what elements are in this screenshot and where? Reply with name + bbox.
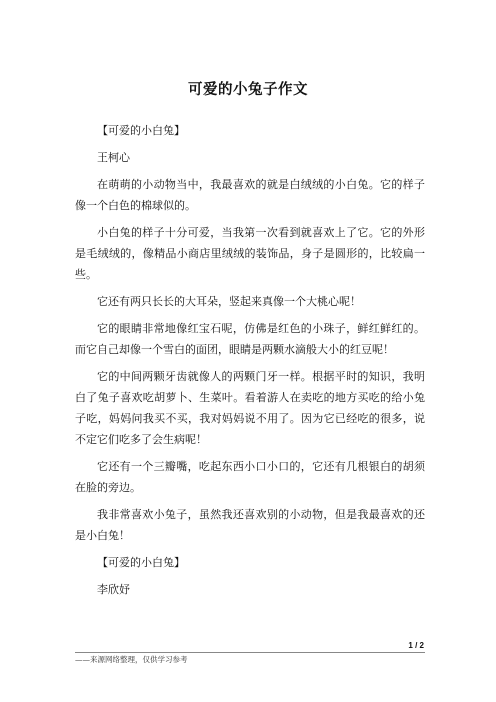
- body-paragraph: 它还有两只长长的大耳朵，竖起来真像一个大桃心呢！: [97, 295, 361, 308]
- document-body: [75, 120, 425, 606]
- footer-note: ——来源网络整理，仅供学习参考: [75, 655, 188, 664]
- section-heading: 【可爱的小白兔】: [97, 124, 185, 137]
- document-title: 可爱的小兔子作文: [188, 82, 308, 98]
- body-paragraph: 我非常喜欢小兔子，虽然我还喜欢别的小动物，但是我最喜欢的还是小白兔！: [75, 508, 425, 542]
- section-heading: 【可爱的小白兔】: [97, 556, 185, 569]
- body-paragraph: 在萌萌的小动物当中，我最喜欢的就是白绒绒的小白兔。它的样子像一个白色的棉球似的。: [75, 178, 425, 212]
- body-paragraph: 它的中间两颗牙齿就像人的两颗门牙一样。根据平时的知识，我明白了兔子喜欢吃胡萝卜、生菜叶。看着游人在卖吃的地方买吃的给小兔子吃，妈妈问我买不买，我对妈妈说不用了。因为它已经吃的很多，说不定它们吃多了会生病呢！: [75, 370, 425, 446]
- body-paragraph: 小白兔的样子十分可爱，当我第一次看到就喜欢上了它。它的外形是毛绒绒的，像精品小商店里绒绒的装饰品，身子是圆形的，比较扁一些。: [75, 226, 425, 281]
- body-paragraph: 它还有一个三瓣嘴，吃起东西小口小口的，它还有几根银白的胡须在脸的旁边。: [75, 460, 425, 494]
- author-name: 王柯心: [97, 151, 130, 164]
- author-name: 李欣妤: [97, 583, 130, 596]
- footer-divider: [75, 652, 425, 653]
- body-paragraph: 它的眼睛非常地像红宝石呢，仿佛是红色的小珠子，鲜红鲜红的。而它自己却像一个雪白的面团，眼睛是两颗水滴般大小的红豆呢！: [75, 322, 425, 356]
- page-number: 1 / 2: [408, 641, 424, 650]
